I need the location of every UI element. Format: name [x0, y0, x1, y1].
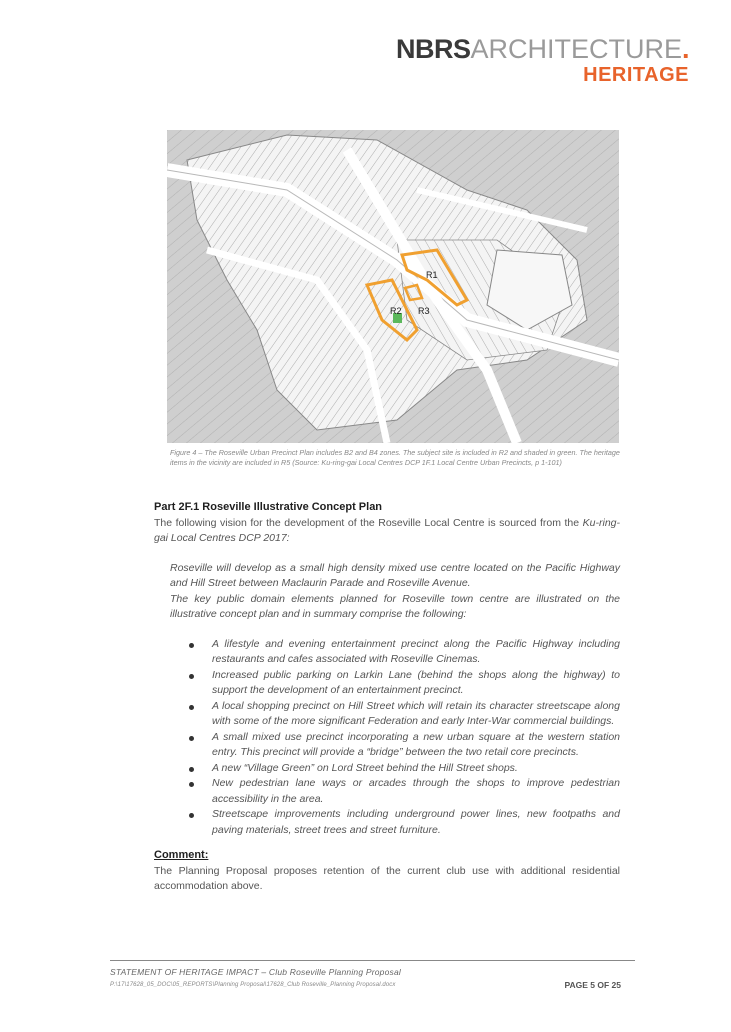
- label-r2: R2: [390, 306, 402, 316]
- intro-source: Ku-ring-gai Local Centres DCP 2017:: [154, 516, 621, 544]
- intro-text: The following vision for the development of the Roseville Local Centre is sourced from the: [154, 516, 580, 529]
- dcp-quote: [170, 561, 620, 623]
- list-item: Increased public parking on Larkin Lane (behind the shops along the highway) to support the development of an entertainment precinct.: [212, 668, 620, 699]
- bullet-icon: [189, 705, 194, 710]
- bullet-icon: [189, 767, 194, 772]
- page-number: PAGE 5 OF 25: [564, 980, 621, 990]
- list-item: A small mixed use precinct incorporating a new urban square at the western station entry. This precinct will provide a “bridge” between the two retail core precincts.: [212, 730, 620, 761]
- bullet-icon: [189, 813, 194, 818]
- logo-architecture: ARCHITECTURE: [470, 34, 682, 64]
- bullet-icon: [189, 782, 194, 787]
- list-item: A local shopping precinct on Hill Street which will retain its character streetscape along with some of the more significant Federation and early Inter-War commercial buildings.: [212, 699, 620, 730]
- label-r3: R3: [418, 306, 430, 316]
- main-content: [154, 500, 620, 895]
- logo-nbrs: NBRS: [395, 34, 471, 64]
- bullet-icon: [189, 674, 194, 679]
- footer-divider: [110, 960, 635, 961]
- comment-heading: Comment:: [154, 849, 209, 861]
- comment-text: The Planning Proposal proposes retention of the current club use with additional residential accommodation above.: [154, 864, 620, 892]
- list-item: Streetscape improvements including underground power lines, new footpaths and paving materials, street trees and street furniture.: [212, 807, 620, 838]
- list-item: A lifestyle and evening entertainment precinct along the Pacific Highway including restaurants and cafes associated with Roseville Cinemas.: [212, 637, 620, 668]
- logo-heritage: HERITAGE: [583, 64, 689, 86]
- logo-dot: .: [681, 34, 689, 64]
- section-heading: Part 2F.1 Roseville Illustrative Concept Plan: [154, 501, 383, 513]
- precinct-map-svg: [167, 130, 619, 443]
- footer-title: STATEMENT OF HERITAGE IMPACT – Club Roseville Planning Proposal: [110, 967, 401, 977]
- quote-paragraph-1: Roseville will develop as a small high density mixed use centre located on the Pacific Highway and Hill Street between Maclaurin Parade and Roseville Avenue.: [170, 561, 620, 589]
- footer-file-path: P:\17\17628_05_DOC\05_REPORTS\Planning Proposal\17628_Club Roseville_Planning Proposal.docx: [110, 982, 396, 988]
- figure-caption: Figure 4 – The Roseville Urban Precinct Plan includes B2 and B4 zones. The subject site is included in R2 and shaded in green. The heritage items in the vicinity are included in R5 (Source: Ku-ring-gai Local Centres DCP 1F.1 Local Centre Urban Precincts, p 1-101): [170, 448, 620, 467]
- quote-paragraph-2: The key public domain elements planned for Roseville town centre are illustrated on the illustrative concept plan and in summary comprise the following:: [170, 592, 620, 620]
- nbrs-logo: [396, 36, 689, 85]
- intro-paragraph: [154, 516, 620, 547]
- bullet-icon: [189, 736, 194, 741]
- public-domain-list: [154, 637, 620, 839]
- precinct-map-figure: [167, 130, 619, 443]
- bullet-icon: [189, 643, 194, 648]
- list-item: A new “Village Green” on Lord Street behind the Hill Street shops.: [212, 761, 620, 777]
- list-item: New pedestrian lane ways or arcades through the shops to improve pedestrian accessibility in the area.: [212, 776, 620, 807]
- label-r1: R1: [426, 270, 438, 280]
